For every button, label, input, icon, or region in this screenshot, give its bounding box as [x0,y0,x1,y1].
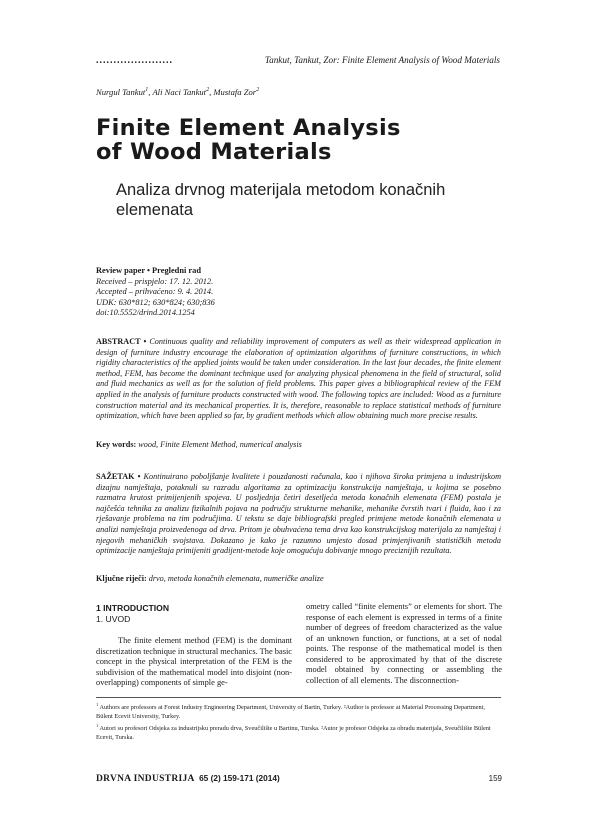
footnote-en [96,701,501,721]
paper-subtitle-line: elemenata [116,201,194,219]
footnote-mark: 1 [96,723,99,729]
udk-code: UDK: 630*812; 630*824; 630;836 [96,297,215,307]
author-name: Nurgul Tankut [96,87,146,97]
sazetak-label: SAŽETAK • [96,472,141,481]
footnote-mark: 1 [96,702,99,707]
running-head-text: Tankut, Tankut, Zor: Finite Element Analysis of Wood Materials [264,55,500,65]
footnote-text: Autori su profesori Odsjeka za industrijsku preradu drva, Sveučilište u Bartinu, Turska. ²Autor je profesor Odsjeka za obradu materijala, Sveučilište Bülent Ecevit, Turska. [96,725,491,741]
paper-title [96,116,516,164]
paper-subtitle [116,180,516,220]
footnote-divider [96,697,501,698]
keywords-label: Key words: [96,440,137,449]
paper-title-line: Finite Element Analysis [96,115,401,141]
sazetak-text: Kontinuirano poboljšanje kvalitete i pouzdanosti računala, kao i njihova široka primjena u industrijskom dizajnu namještaja, potaknuli su razradu algoritama za optimizaciju konstrukcija namještaja, u kojima se posebno razmatra krutost primijenjenih spojeva. U posljednja četiri desetljeća metoda konačnih elemenata (FEM) postala je najčešća tehnika za analizu fizikalnih pojava na području strukturne mehanike, mehanike čvrstih tvari i fluida, kao i za rješavanje problema na tim područjima. U tekstu se daje bibliografski pregled primjene metode konačnih elemenata u analizi namještaja proizvedenoga od drva. Pritom je obuhvaćena tema drva kao konstrukcijskog materijala za namještaj i njegovih mehaničkih svojstava. Dokazano je kako je razumno umjesto dosad primjenjivanih statističkih metoda optimizacije namještaja primijeniti gradijent-metode koje omogućuju dobivanje mnogo preciznijih rezultata. [96,472,501,556]
article-meta [96,266,215,319]
author-affiliation-mark: 2 [206,87,210,94]
paper-type: Review paper • Pregledni rad [96,266,201,275]
page-number: 159 [488,774,502,783]
author-name: Ali Naci Tankut [152,87,207,97]
author-list [96,87,259,97]
accepted-date: Accepted – prihvaćeno: 9. 4. 2014. [96,287,214,296]
body-paragraph: ometry called “finite elements” or elements for short. The response of each element is expressed in terms of a finite number of degrees of freedom characterized as the value of an unknown function, or functions, at a set of nodal points. The response of the mathematical model is then considered to be approximated by that of the discrete model obtained by connecting or assembling the collection of all elements. The disconnection- [306,602,502,685]
abstract-text: Continuous quality and reliability improvement of computers as well as their widespread application in design of furniture industry encourage the elaboration of optimization algorithms of furniture constructions, in which rigidity characteristics of the applied joints would be taken under consideration. In the last four decades, the finite element method, FEM, has become the dominant technique used for analyzing physical phenomena in the field of structural, solid and fluid mechanics as well as for the solution of field problems. This paper gives a bibliographical review of the FEM applied in the analysis of furniture products constructed with wood. The following topics are included: Wood as a furniture construction material and its mechanical properties. It is, therefore, reasonable to replace statistical methods of furniture optimization, which have been applied so far, by gradient methods which allow obtaining much more precise results. [96,337,501,421]
body-paragraph: The finite element method (FEM) is the dominant discretization technique in structural mechanics. The basic concept in the physical interpretation of the FEM is the subdivision of the mathematical model into disjoint (non-overlapping) components of simple ge- [96,636,292,687]
doi: doi:10.5552/drind.2014.1254 [96,308,195,317]
footnote-text: Authors are professors at Forest Industry Engineering Department, University of Bartin, Turkey. ²Author is professor at Material Processing Department, Bülent Ecevit University, Turkey. [96,704,485,720]
author-separator: , [209,87,214,97]
journal-volume: 65 (2) 159-171 (2014) [199,773,280,783]
author-name: Mustafa Zor [213,87,257,97]
kljucne-rijeci [96,574,501,585]
paper-subtitle-line: Analiza drvnog materijala metodom konačnih [116,181,446,199]
kljucne-text: drvo, metoda konačnih elemenata, numeričke analize [146,574,324,583]
section-heading: 1 INTRODUCTION [96,603,170,613]
running-head-dots: ...................... [96,55,173,66]
journal-name: DRVNA INDUSTRIJA [96,774,195,784]
abstract [96,337,501,422]
running-head [96,55,500,66]
journal-footer [96,773,280,784]
keywords [96,440,501,451]
abstract-label: ABSTRACT • [96,337,147,346]
body-column-right [306,602,502,686]
sazetak [96,472,501,557]
footnotes [96,701,501,744]
footnote-hr [96,722,501,742]
paper-title-line: of Wood Materials [96,139,332,165]
author-affiliation-mark: 2 [256,87,260,94]
kljucne-label: Ključne riječi: [96,574,147,583]
received-date: Received – prispjelo: 17. 12. 2012. [96,276,214,286]
keywords-text: wood, Finite Element Method, numerical analysis [136,440,302,449]
body-column-left [96,603,292,689]
author-separator: , [148,87,153,97]
section-heading-hr: 1. UVOD [96,613,131,624]
author-affiliation-mark: 1 [145,87,149,94]
